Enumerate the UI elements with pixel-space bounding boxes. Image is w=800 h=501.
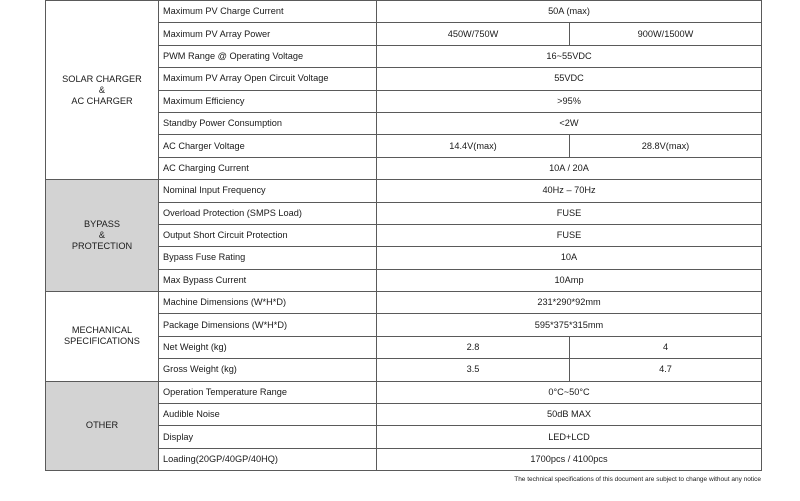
param-value-model-b: 4.7 <box>570 359 762 381</box>
spec-row-machine-dimensions <box>46 292 762 314</box>
group-label-line: & <box>98 230 106 241</box>
param-value: 16~55VDC <box>377 45 762 67</box>
param-value: 10A <box>377 247 762 269</box>
param-label: Display <box>159 426 377 448</box>
param-label: Maximum PV Array Open Circuit Voltage <box>159 68 377 90</box>
param-value: >95% <box>377 90 762 112</box>
spec-row-nominal-input-frequency <box>46 180 762 202</box>
group-label-line: OTHER <box>85 420 119 431</box>
param-value: 0°C~50°C <box>377 381 762 403</box>
param-value: 231*290*92mm <box>377 292 762 314</box>
param-label: Maximum Efficiency <box>159 90 377 112</box>
param-label: Machine Dimensions (W*H*D) <box>159 292 377 314</box>
group-other <box>46 381 159 471</box>
param-label: Bypass Fuse Rating <box>159 247 377 269</box>
param-label: Audible Noise <box>159 404 377 426</box>
group-label-line: BYPASS <box>83 219 121 230</box>
group-label-line: & <box>98 84 106 95</box>
spec-row-max-pv-charge-current <box>46 1 762 23</box>
param-value-model-b: 900W/1500W <box>570 23 762 45</box>
param-label: AC Charging Current <box>159 157 377 179</box>
param-label: AC Charger Voltage <box>159 135 377 157</box>
param-label: Maximum PV Charge Current <box>159 1 377 23</box>
param-value-model-a: 2.8 <box>377 336 570 358</box>
param-label: Gross Weight (kg) <box>159 359 377 381</box>
param-value-model-a: 14.4V(max) <box>377 135 570 157</box>
param-value: FUSE <box>377 202 762 224</box>
param-value: <2W <box>377 112 762 134</box>
group-label-line: PROTECTION <box>71 241 133 252</box>
param-label: Net Weight (kg) <box>159 336 377 358</box>
param-value: 55VDC <box>377 68 762 90</box>
param-value-model-b: 4 <box>570 336 762 358</box>
param-label: Output Short Circuit Protection <box>159 224 377 246</box>
param-value: LED+LCD <box>377 426 762 448</box>
param-value-model-b: 28.8V(max) <box>570 135 762 157</box>
param-label: Nominal Input Frequency <box>159 180 377 202</box>
disclaimer-footnote: The technical specifications of this document are subject to change without any notice <box>514 476 761 483</box>
group-bypass-protection <box>46 180 159 292</box>
param-value: FUSE <box>377 224 762 246</box>
param-label: PWM Range @ Operating Voltage <box>159 45 377 67</box>
spec-row-operation-temperature <box>46 381 762 403</box>
group-label-line: SPECIFICATIONS <box>64 336 140 347</box>
param-label: Overload Protection (SMPS Load) <box>159 202 377 224</box>
param-value: 50dB MAX <box>377 404 762 426</box>
param-value: 40Hz – 70Hz <box>377 180 762 202</box>
param-label: Standby Power Consumption <box>159 112 377 134</box>
group-label-line: AC CHARGER <box>71 95 133 106</box>
param-value: 1700pcs / 4100pcs <box>377 448 762 470</box>
group-solar-ac-charger <box>46 1 159 180</box>
group-mechanical-specifications <box>46 292 159 382</box>
param-value: 10A / 20A <box>377 157 762 179</box>
param-label: Operation Temperature Range <box>159 381 377 403</box>
param-value: 50A (max) <box>377 1 762 23</box>
param-value-model-a: 3.5 <box>377 359 570 381</box>
param-label: Max Bypass Current <box>159 269 377 291</box>
param-value: 10Amp <box>377 269 762 291</box>
group-label-line: MECHANICAL <box>71 325 133 336</box>
param-value-model-a: 450W/750W <box>377 23 570 45</box>
specifications-table <box>45 0 762 471</box>
param-label: Package Dimensions (W*H*D) <box>159 314 377 336</box>
group-label-line: SOLAR CHARGER <box>62 73 142 84</box>
param-label: Loading(20GP/40GP/40HQ) <box>159 448 377 470</box>
param-value: 595*375*315mm <box>377 314 762 336</box>
param-label: Maximum PV Array Power <box>159 23 377 45</box>
